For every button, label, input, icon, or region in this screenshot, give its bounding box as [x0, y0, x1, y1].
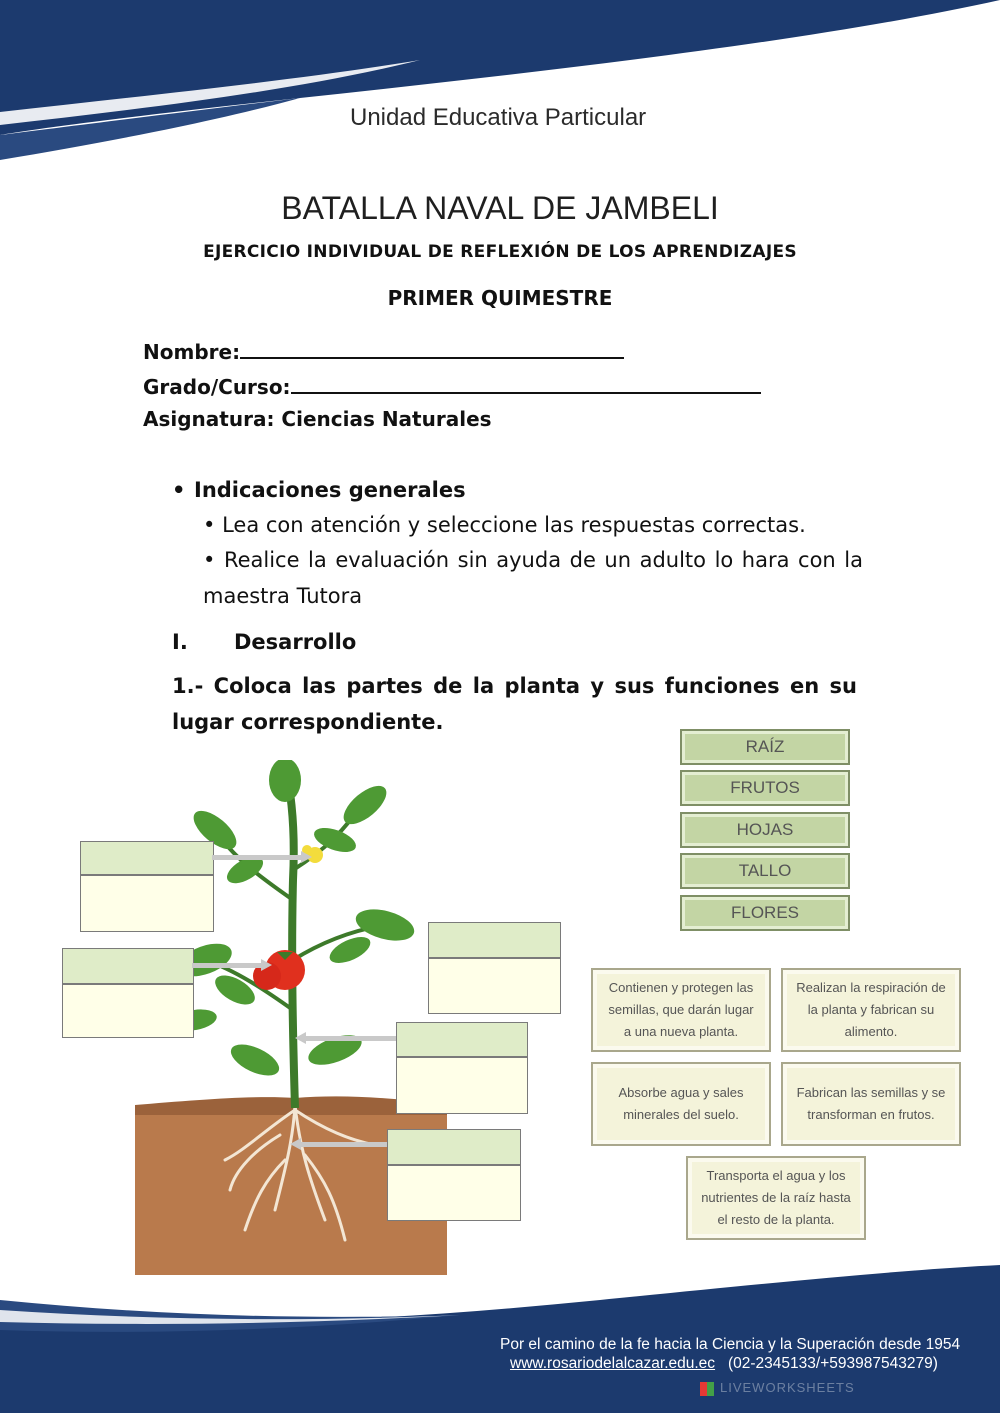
drop-box-frutos-label[interactable]: [62, 948, 194, 984]
section-heading: I. Desarrollo: [172, 630, 357, 654]
name-label: Nombre:: [143, 340, 241, 364]
drop-box-tallo-function[interactable]: [396, 1057, 528, 1114]
drop-box-flores-label[interactable]: [80, 841, 214, 875]
arrow-icon: [300, 1142, 387, 1147]
drop-box-frutos-function[interactable]: [62, 984, 194, 1038]
grade-blank[interactable]: [291, 372, 761, 394]
grade-label: Grado/Curso:: [143, 375, 291, 399]
liveworksheets-logo: LIVEWORKSHEETS: [700, 1380, 855, 1396]
bullet-icon: •: [203, 513, 223, 537]
part-label-hojas[interactable]: HOJAS: [680, 812, 850, 848]
drop-box-raiz-label[interactable]: [387, 1129, 521, 1165]
part-label-raiz[interactable]: RAÍZ: [680, 729, 850, 765]
arrow-icon: [305, 1036, 396, 1041]
school-name: Unidad Educativa Particular: [350, 104, 647, 131]
header-wave: [0, 0, 1000, 170]
instructions-heading: • Indicaciones generales: [172, 478, 466, 502]
name-blank[interactable]: [240, 337, 624, 359]
function-card-4[interactable]: Fabrican las semillas y se transforman en frutos.: [781, 1062, 961, 1146]
function-card-2[interactable]: Realizan la respiración de la planta y fabrican su alimento.: [781, 968, 961, 1052]
arrow-icon: [212, 855, 302, 860]
function-card-3[interactable]: Absorbe agua y sales minerales del suelo.: [591, 1062, 771, 1146]
phone-numbers: (02-2345133/+593987543279): [727, 1355, 938, 1372]
bullet-icon: •: [203, 548, 224, 572]
drop-box-flores-function[interactable]: [80, 875, 214, 932]
page-subtitle: EJERCICIO INDIVIDUAL DE REFLEXIÓN DE LOS APRENDIZAJES: [203, 242, 797, 262]
instruction-item-2: • Realice la evaluación sin ayuda de un adulto lo hara con la maestra Tutora: [203, 548, 863, 608]
instruction-item-1: • Lea con atención y seleccione las respuestas correctas.: [203, 513, 806, 537]
drop-box-hojas-function[interactable]: [428, 958, 561, 1014]
bullet-icon: •: [172, 478, 186, 502]
question-text: 1.- Coloca las partes de la planta y sus funciones en su lugar correspondiente.: [172, 674, 857, 734]
footer-contact: [510, 1355, 938, 1373]
function-card-1[interactable]: Contienen y protegen las semillas, que darán lugar a una nueva planta.: [591, 968, 771, 1052]
footer-motto: Por el camino de la fe hacia la Ciencia y la Superación desde 1954: [500, 1336, 961, 1353]
subject-label: Asignatura: Ciencias Naturales: [143, 407, 492, 431]
part-label-tallo[interactable]: TALLO: [680, 853, 850, 889]
drop-box-raiz-function[interactable]: [387, 1165, 521, 1221]
arrow-icon: [192, 963, 262, 968]
part-label-flores[interactable]: FLORES: [680, 895, 850, 931]
page-title: BATALLA NAVAL DE JAMBELI: [281, 190, 719, 226]
liveworksheets-icon: [700, 1382, 714, 1396]
website-link[interactable]: www.rosariodelalcazar.edu.ec: [510, 1355, 716, 1372]
grade-field[interactable]: [143, 372, 761, 399]
drop-box-hojas-label[interactable]: [428, 922, 561, 958]
drop-box-tallo-label[interactable]: [396, 1022, 528, 1057]
term-label: PRIMER QUIMESTRE: [387, 286, 613, 310]
name-field[interactable]: [143, 337, 624, 364]
function-card-5[interactable]: Transporta el agua y los nutrientes de la raíz hasta el resto de la planta.: [686, 1156, 866, 1240]
part-label-frutos[interactable]: FRUTOS: [680, 770, 850, 806]
